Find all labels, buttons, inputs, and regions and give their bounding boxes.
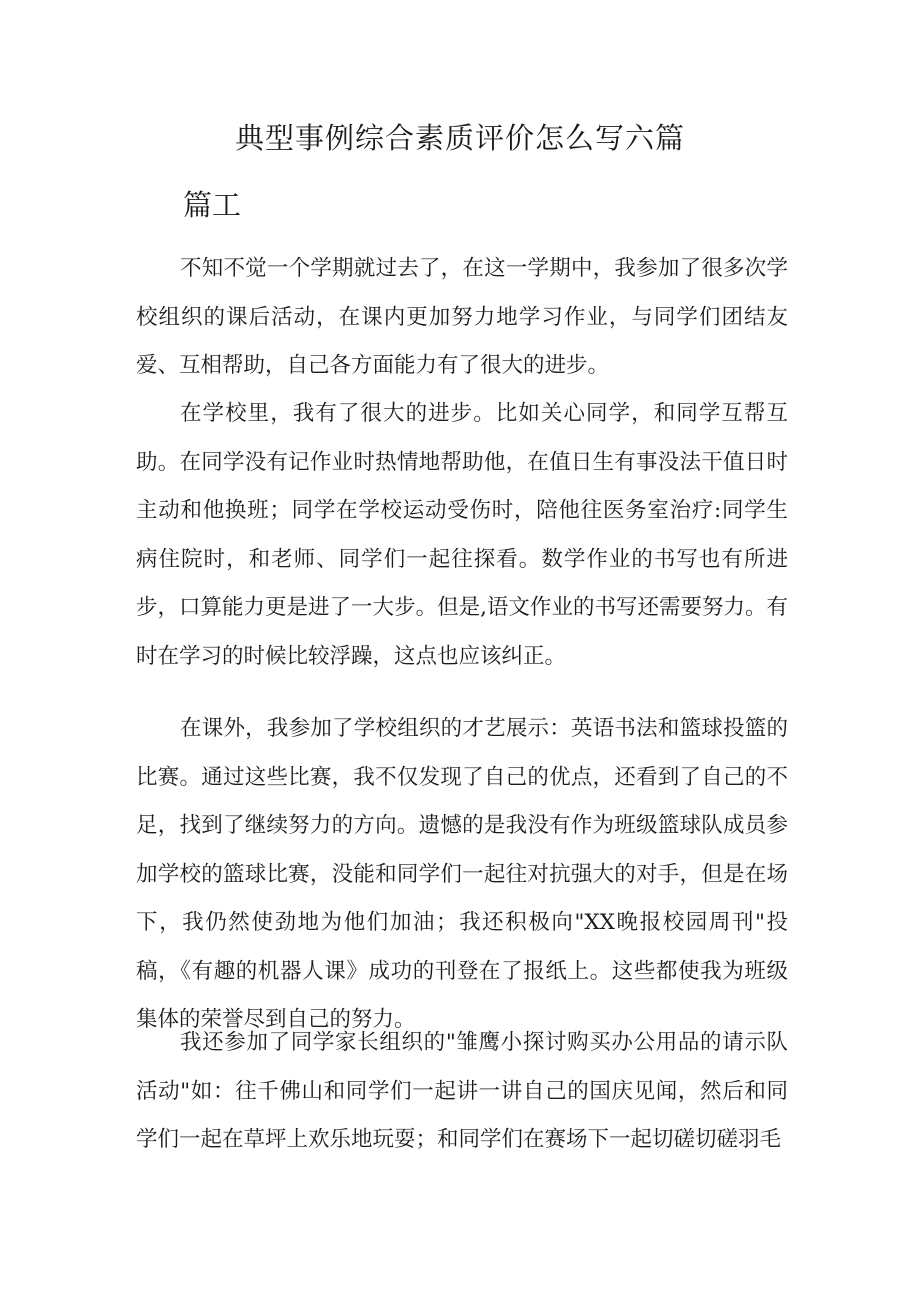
paragraph-4: 我还参加了同学家长组织的"雏鹰小探讨购买办公用品的请示队活动"如：往千佛山和同学们一起讲一讲自己的国庆见闻，然后和同学们一起在草坪上欢乐地玩耍；和同学们在赛场下一起切磋切磋羽毛 [136,1030,788,1152]
paragraph-2: 在学校里，我有了很大的进步。比如关心同学，和同学互帮互助。在同学没有记作业时热情地帮助他，在值日生有事没法干值日时主动和他换班；同学在学校运动受伤时，陪他往医务室治疗:同学生病住院时，和老师、同学们一起往探看。数学作业的书写也有所进步，口算能力更是进了一大步。但是,语文作业的书写还需要努力。有时在学习的时候比较浮躁，这点也应该纠正。 [136,401,788,669]
paragraph-1: 不知不觉一个学期就过去了，在这一学期中，我参加了很多次学校组织的课后活动，在课内更加努力地学习作业，与同学们团结友爱、互相帮助，自己各方面能力有了很大的进步。 [136,256,788,378]
section-heading: 篇工 [183,188,242,222]
document-title: 典型事例综合素质评价怎么写六篇 [234,121,685,155]
paragraph-3: 在课外，我参加了学校组织的才艺展示：英语书法和篮球投篮的比赛。通过这些比赛，我不仅发现了自己的优点，还看到了自己的不足，找到了继续努力的方向。遗憾的是我没有作为班级篮球队成员参加学校的篮球比赛，没能和同学们一起往对抗强大的对手，但是在场下，我仍然使劲地为他们加油；我还积极向"XX晚报校园周刊"投稿，《有趣的机器人课》成功的刊登在了报纸上。这些都使我为班级集体的荣誉尽到自己的努力。 [136,716,788,1032]
